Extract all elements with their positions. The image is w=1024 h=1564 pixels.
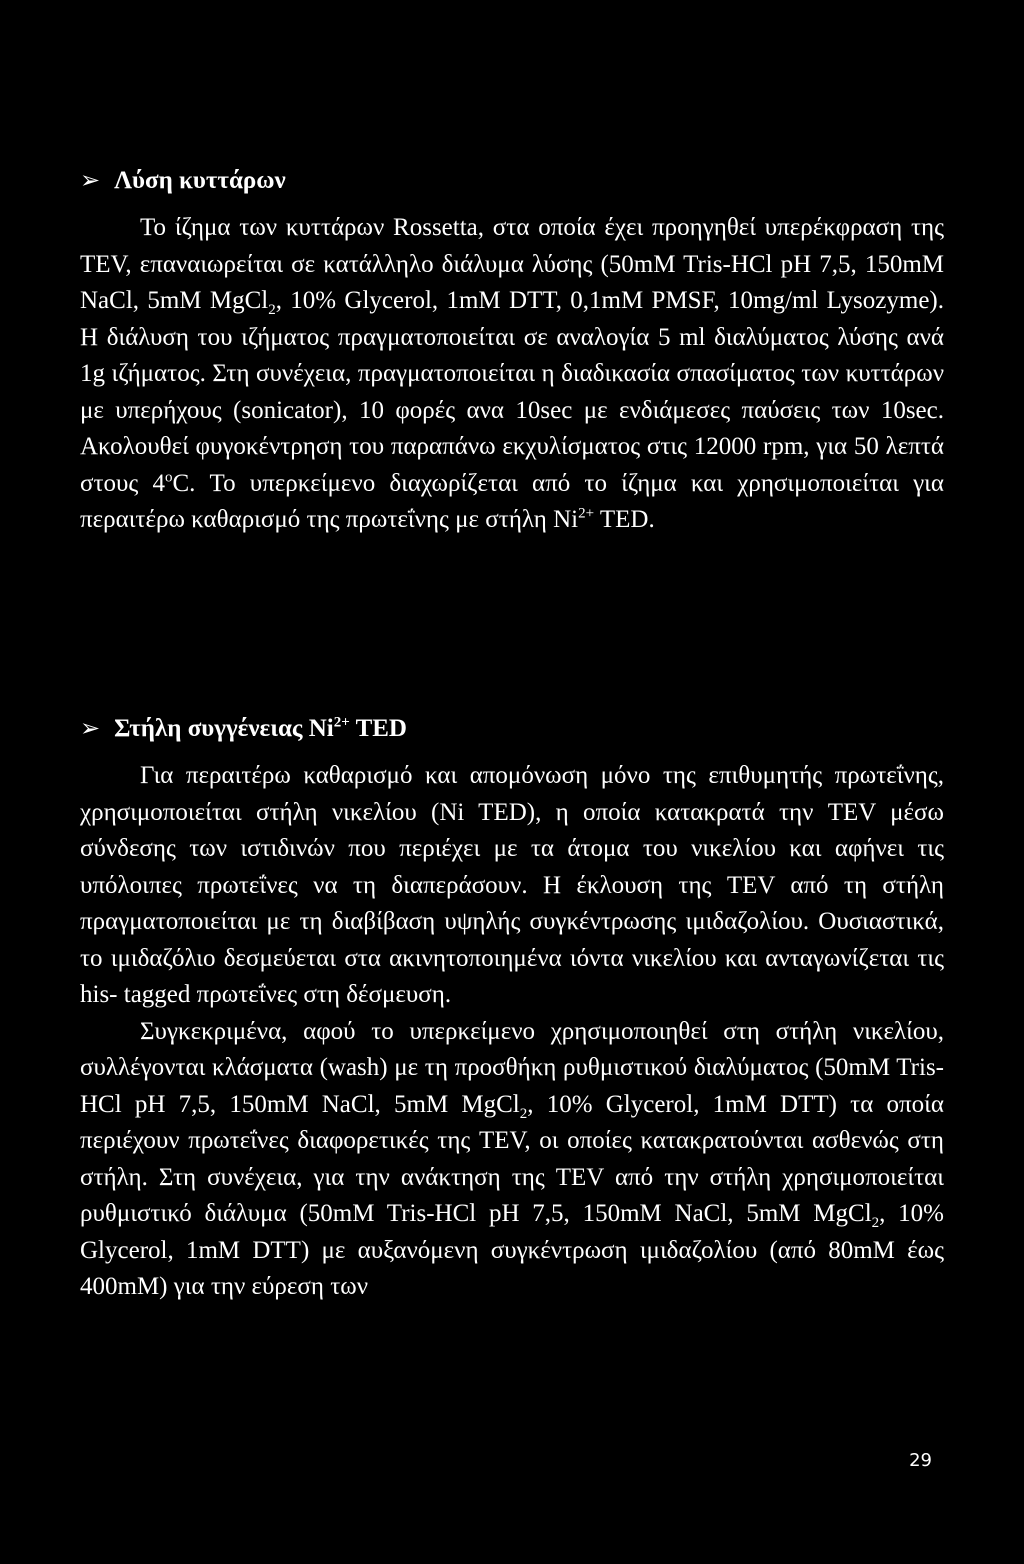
arrow-bullet-icon: ➢ [80,168,101,194]
heading-text: Λύση κυττάρων [114,167,286,194]
paragraph-ni-column-2: Συγκεκριμένα, αφού το υπερκείμενο χρησιμοποιηθεί στη στήλη νικελίου, συλλέγονται κλάσματα (wash) με τη προσθήκη ρυθμιστικού διαλύματος (50mM Tris-HCl pH 7,5, 150mM NaCl, 5mM MgCl$_2$, 10% Glycerol, 1mM DTT) τα οποία περιέχουν πρωτεΐνες διαφορετικές της TEV, οι οποίες κατακρατούνται ασθενώς στη στήλη. Στη συνέχεια, για την ανάκτηση της TEV από την στήλη χρησιμοποιείται ρυθμιστικό διάλυμα (50mM Tris-HCl pH 7,5, 150mM NaCl, 5mM MgCl$_2$, 10% Glycerol, 1mM DTT) με αυξανόμενη συγκέντρωση ιμιδαζολίου (από 80mM έως 400mM) για την εύρεση των [80,1017,944,1300]
arrow-bullet-icon: ➢ [80,716,101,742]
paragraph-cell-lysis: Το ίζημα των κυττάρων Rossetta, στα οποία έχει προηγηθεί υπερέκφραση της TEV, επαναιωρείται σε κατάλληλο διάλυμα λύσης (50mM Tris-HCl pH 7,5, 150mM NaCl, 5mM MgCl$_2$, 10% Glycerol, 1mM DTT, 0,1mM PMSF, 10mg/ml Lysozyme). Η διάλυση του ιζήματος πραγματοποιείται σε αναλογία 5 ml διαλύματος λύσης ανά 1g ιζήματος. Στη συνέχεια, πραγματοποιείται η διαδικασία σπασίματος των κυττάρων με υπερήχους (sonicator), 10 φορές ανα 10sec με ενδιάμεσες παύσεις των 10sec. Ακολουθεί φυγοκέντρηση του παραπάνω εκχυλίσματος στις 12000 rpm, για 50 λεπτά στους 4$^o$C. Το υπερκείμενο διαχωρίζεται από το ίζημα και χρησιμοποιείται για περαιτέρω καθαρισμό της πρωτεΐνης με στήλη $Ni^{2+}$ TED. [80,214,945,533]
heading-text: Στήλη συγγένειας $Ni^{2+}$ TED [114,714,407,742]
heading-ni-column [80,714,944,744]
section-ni-column [80,714,944,1306]
heading-cell-lysis [80,166,944,196]
section-cell-lysis [80,166,944,539]
paragraph-ni-column-1: Για περαιτέρω καθαρισμό και απομόνωση μόνο της επιθυμητής πρωτεΐνης, χρησιμοποιείται στήλη νικελίου (Ni TED), η οποία κατακρατά την TEV μέσω σύνδεσης των ιστιδινών που περιέχει με τα άτομα του νικελίου και αφήνει τις υπόλοιπες πρωτεΐνες να τη διαπεράσουν. Η έκλουση της TEV από τη στήλη πραγματοποιείται με τη διαβίβαση υψηλής συγκέντρωσης ιμιδαζολίου. Ουσιαστικά, το ιμιδαζόλιο δεσμεύεται στα ακινητοποιημένα ιόντα νικελίου και ανταγωνίζεται τις his- tagged πρωτεΐνες στη δέσμευση. [80,762,944,1008]
page-number: 29 [909,1450,932,1471]
